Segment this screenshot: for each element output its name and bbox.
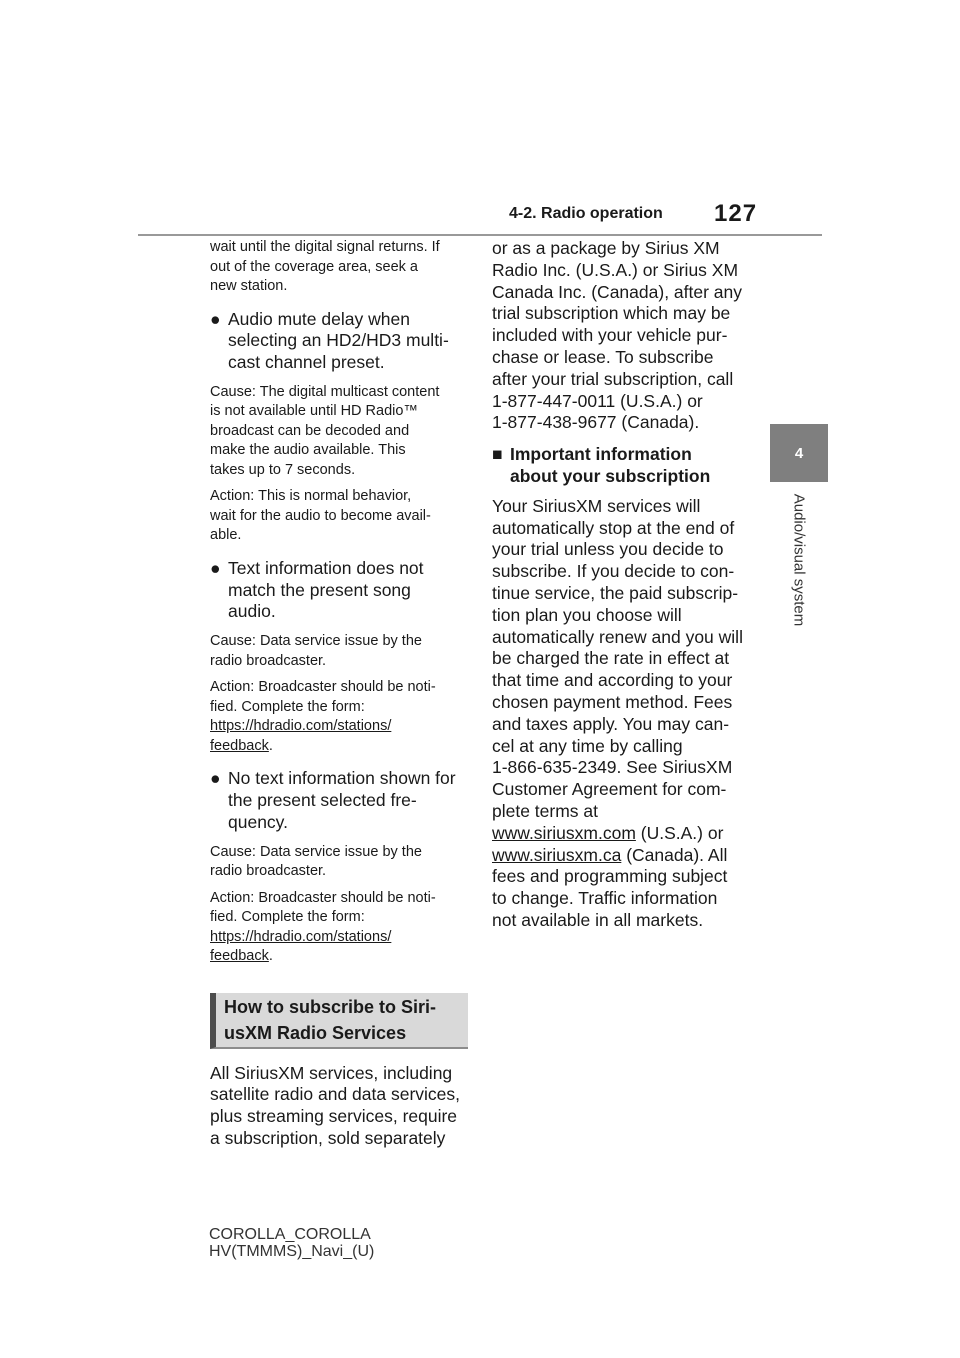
chapter-tab[interactable]: 4 [770,424,828,482]
symptom-audio-mute-delay: ● Audio mute delay when selecting an HD2/HD3 multi- cast channel preset. [210,308,449,373]
cause-text: Cause: The digital multicast content is not available until HD Radio™ broadcast can be decoded and make the audio available. This takes up to 7 seconds. [210,383,440,478]
header-divider [138,234,822,236]
action-text: Action: Broadcaster should be noti- fied. Complete the form: https://hdradio.com/stations/ feedback. [210,889,436,965]
action-text: Action: This is normal behavior, wait for the audio to become avail- able. [210,488,431,544]
subheading: ■ Important information about your subscription [492,444,711,486]
symptom-text-mismatch: ● Text information does not match the present song audio. [210,557,424,622]
page-number: 127 [714,200,758,227]
subscription-intro: All SiriusXM services, including satellite radio and data services, plus streaming services, require a subscription, sold separately [210,1062,460,1149]
siriusxm-us-link[interactable]: www.siriusxm.com [492,822,636,843]
left-column [210,238,468,1150]
cause-text: Cause: Data service issue by the radio broadcaster. [210,633,422,669]
subscription-details: Your SiriusXM services will automatically stop at the end of your trial unless you decide to subscribe. If you decide to con- tinue service, the paid subscrip- tion plan you choose will automatically renew and you will be charged the rate in effect at that time and according to your chosen payment method. Fees and taxes apply. You may can- cel at any time by calling 1-866-635-2349. See SiriusXM Customer Agreement for com- plete terms at www.siriusxm.com (U.S.A.) or www.siriusxm.ca (Canada). All fees and programming subject to change. Traffic information not available in all markets. [492,495,743,930]
bullet-icon: ● [210,308,221,329]
document-footer: COROLLA_COROLLA HV(TMMMS)_Navi_(U) [209,1226,375,1260]
section-title: 4-2. Radio operation [509,205,663,222]
intro-text: wait until the digital signal returns. If out of the coverage area, seek a new station. [210,239,440,294]
action-text: Action: Broadcaster should be noti- fied. Complete the form: https://hdradio.com/stations/ feedback. [210,679,436,754]
bullet-icon: ● [210,768,221,789]
chapter-label: Audio/visual system [790,493,808,627]
bullet-icon: ● [210,557,221,578]
square-bullet-icon: ■ [492,444,503,465]
section-heading: How to subscribe to Siri- usXM Radio Services [210,993,468,1049]
cause-text: Cause: Data service issue by the radio broadcaster. [210,843,422,880]
subscription-text: or as a package by Sirius XM Radio Inc. (U.S.A.) or Sirius XM Canada Inc. (Canada), after any trial subscription which may be included with your vehicle pur- chase or lease. To subscribe after your trial subscription, call 1-877-447-0011 (U.S.A.) or 1-877-438-9677 (Canada). [492,238,743,433]
siriusxm-ca-link[interactable]: www.siriusxm.ca [492,844,622,865]
symptom-no-text: ● No text information shown for the present selected fre- quency. [210,768,456,832]
right-column [492,238,750,932]
feedback-link[interactable]: https://hdradio.com/stations/ feedback [210,718,392,754]
feedback-link[interactable]: https://hdradio.com/stations/ feedback [210,928,392,965]
